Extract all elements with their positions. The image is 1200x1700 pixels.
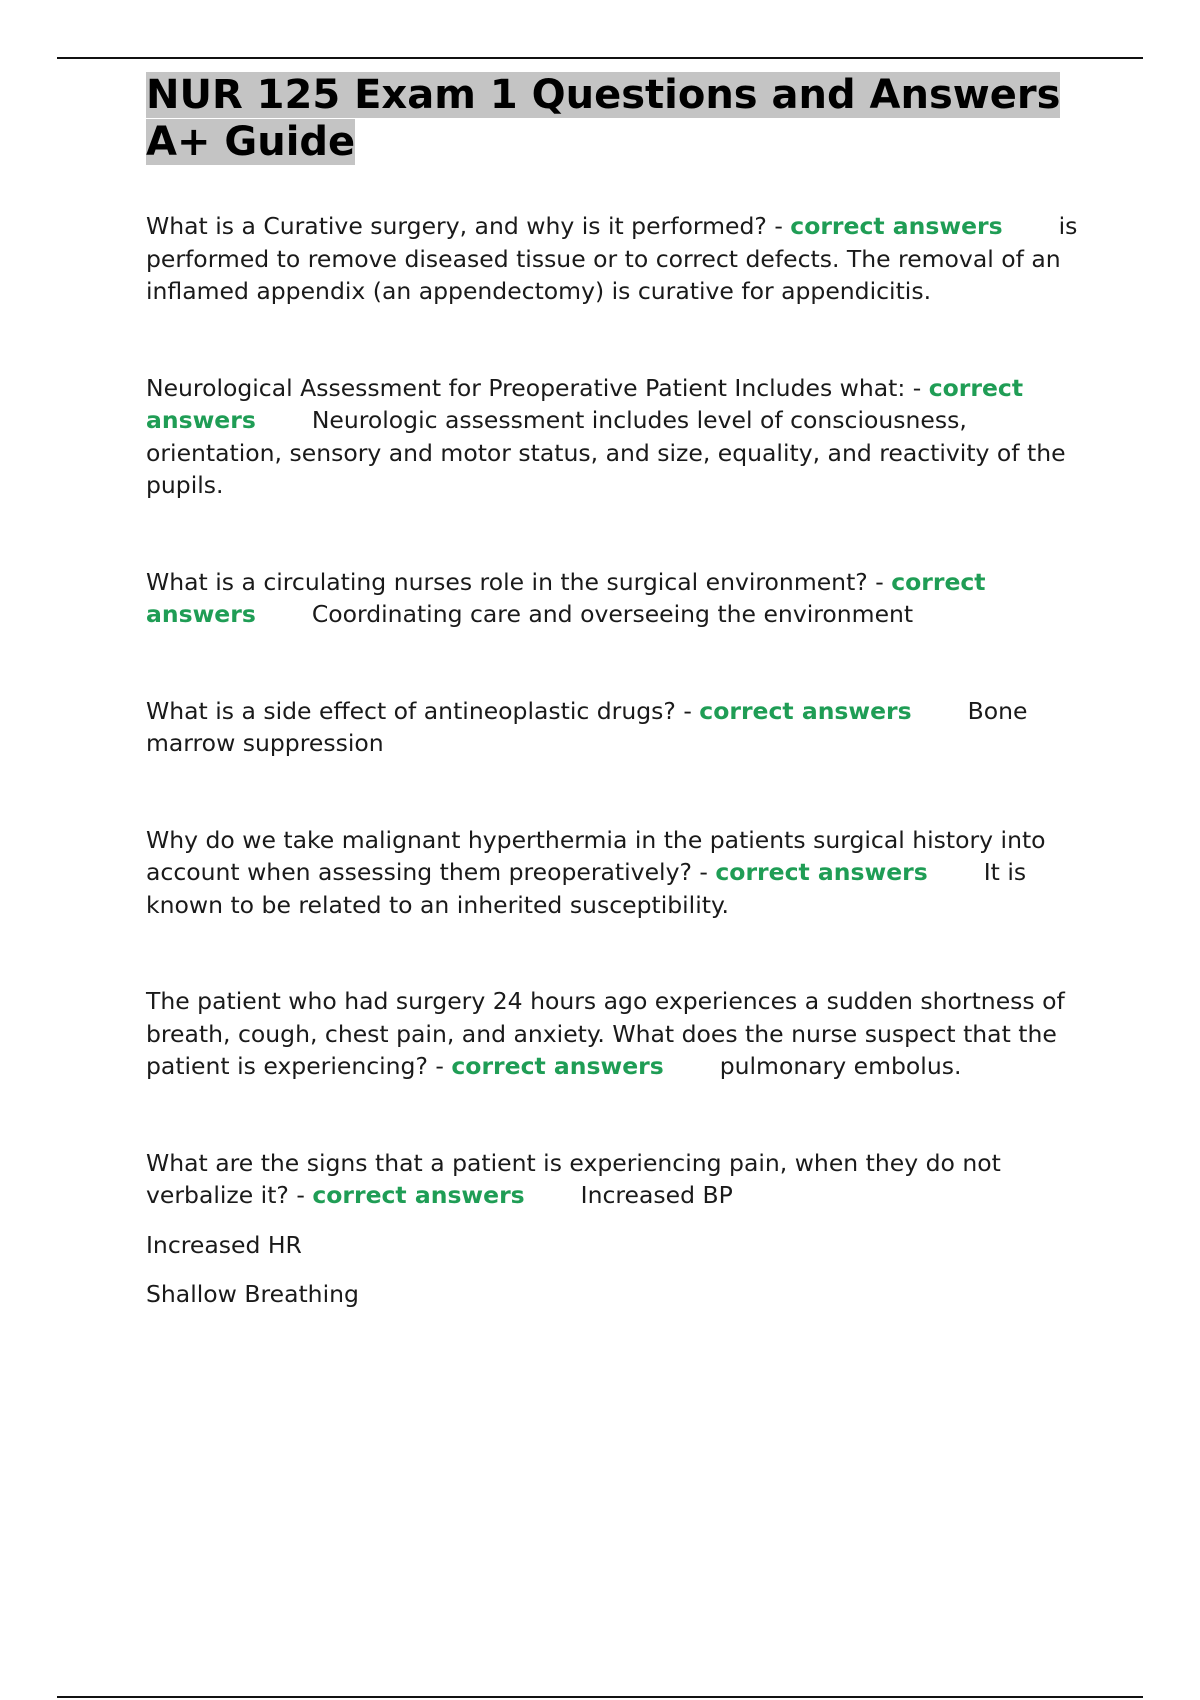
correct-answers-label: correct answers [715, 858, 928, 886]
qa-item [146, 985, 1086, 1083]
document-title [146, 72, 1086, 166]
bottom-rule [57, 1696, 1143, 1698]
top-rule [57, 57, 1143, 59]
correct-answers-label: correct answers [146, 567, 986, 628]
question-text: What is a side effect of antineoplastic drugs? - [146, 696, 700, 725]
qa-item [146, 210, 1086, 308]
document-title-text: NUR 125 Exam 1 Questions and Answers A+ Guide [146, 72, 1061, 165]
answer-text: Bone marrow suppression [146, 696, 1028, 757]
answer-extra-line: Shallow Breathing [146, 1280, 359, 1308]
answer-text: Coordinating care and overseeing the environment [311, 600, 914, 628]
qa-item [146, 824, 1086, 922]
question-text: What are the signs that a patient is experiencing pain, when they do not verbalize it? - [146, 1148, 1001, 1209]
qa-list [146, 210, 1086, 1311]
answer-extra-line: Increased HR [146, 1230, 302, 1259]
qa-item [146, 695, 1086, 760]
question-text: The patient who had surgery 24 hours ago experiences a sudden shortness of breath, cough, chest pain, and anxiety. What does the nurse suspect that the patient is experiencing? - [146, 987, 1065, 1080]
qa-item [146, 372, 1086, 502]
question-text: Neurological Assessment for Preoperative Patient Includes what: - [146, 373, 929, 402]
answer-text: It is known to be related to an inherited susceptibility. [146, 858, 1027, 919]
question-text: What is a circulating nurses role in the surgical environment? - [146, 567, 892, 596]
correct-answers-label: correct answers [790, 212, 1003, 240]
correct-answers-label: correct answers [312, 1181, 525, 1209]
correct-answers-label: correct answers [146, 373, 1024, 434]
answer-text: Increased BP [580, 1181, 733, 1209]
qa-item [146, 1147, 1086, 1212]
answer-text: pulmonary embolus. [719, 1052, 962, 1080]
answer-text: Neurologic assessment includes level of consciousness, orientation, sensory and motor status, and size, equality, and reactivity of the pupils. [146, 406, 1066, 499]
question-text: Why do we take malignant hyperthermia in the patients surgical history into account when assessing them preoperatively? - [146, 825, 1046, 886]
correct-answers-label: correct answers [451, 1052, 664, 1080]
qa-item-last [146, 1147, 1086, 1311]
correct-answers-label: correct answers [699, 696, 912, 725]
document-body [146, 72, 1086, 1311]
qa-item [146, 566, 1086, 631]
answer-text: is performed to remove diseased tissue or to correct defects. The removal of an inflamed appendix (an appendectomy) is curative for appendicitis. [146, 212, 1078, 305]
question-text: What is a Curative surgery, and why is it performed? - [146, 212, 791, 240]
